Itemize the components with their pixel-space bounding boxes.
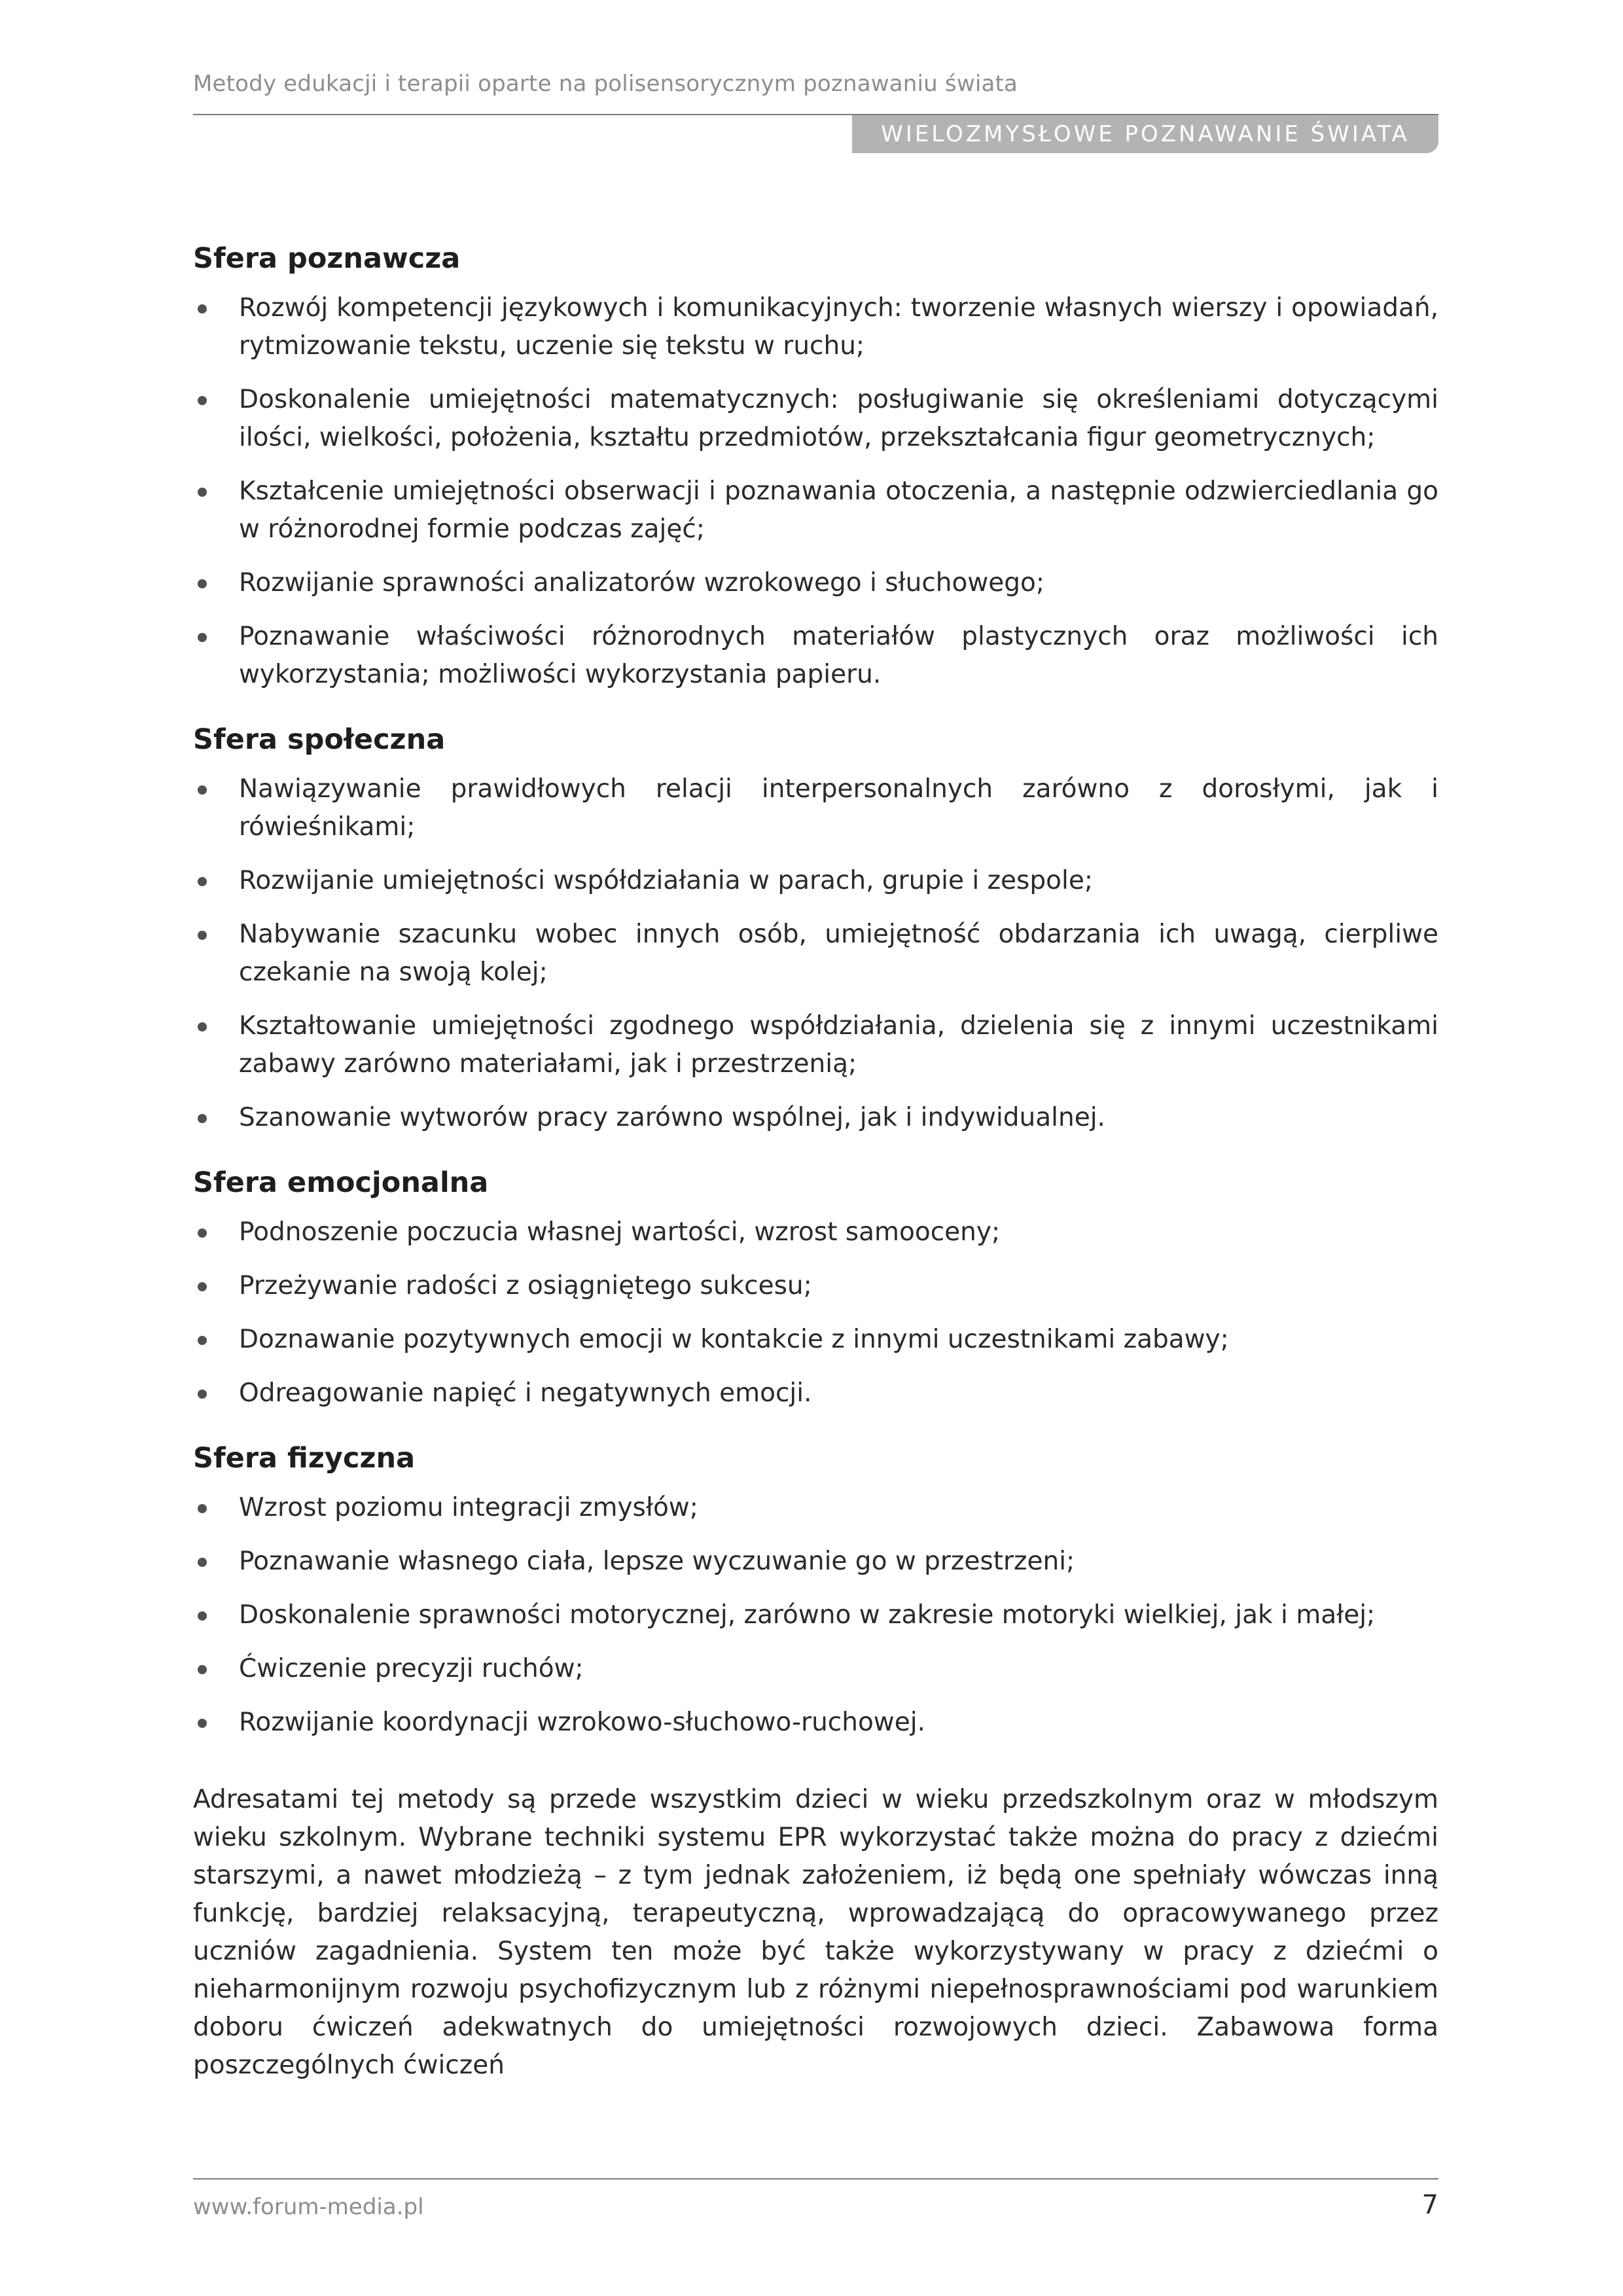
list-item bbox=[193, 862, 1438, 900]
list-item-text: Kształtowanie umiejętności zgodnego współdziałania, dzielenia się z innymi uczestnikami zabawy zarówno materiałami, jak i przestrzenią; bbox=[239, 1011, 1438, 1079]
list-item bbox=[193, 1321, 1438, 1359]
section-cognitive bbox=[193, 242, 1438, 694]
list-item-text: Odreagowanie napięć i negatywnych emocji. bbox=[239, 1378, 812, 1408]
section-heading: Sfera poznawcza bbox=[193, 242, 461, 275]
list-item-text: Doskonalenie sprawności motorycznej, zarówno w zakresie motoryki wielkiej, jak i małej; bbox=[239, 1600, 1376, 1630]
bullet-dot-icon bbox=[198, 1229, 207, 1238]
list-item-text: Podnoszenie poczucia własnej wartości, wzrost samooceny; bbox=[239, 1217, 1001, 1247]
list-item bbox=[193, 1543, 1438, 1581]
list-item bbox=[193, 770, 1438, 846]
list-item-text: Rozwój kompetencji językowych i komunikacyjnych: tworzenie własnych wierszy i opowiadań, rytmizowanie tekstu, uczenie się tekstu w ruchu; bbox=[239, 293, 1438, 361]
list-item bbox=[193, 1213, 1438, 1251]
list-item-text: Rozwijanie koordynacji wzrokowo-słuchowo-ruchowej. bbox=[239, 1708, 925, 1737]
bullet-list bbox=[193, 289, 1438, 694]
list-item-text: Doskonalenie umiejętności matematycznych: posługiwanie się określeniami dotyczącymi ilości, wielkości, położenia, kształtu przedmiotów, przekształcania figur geometrycznych; bbox=[239, 385, 1438, 452]
bullet-dot-icon bbox=[198, 931, 207, 940]
list-item bbox=[193, 1704, 1438, 1742]
list-item-text: Przeżywanie radości z osiągniętego sukcesu; bbox=[239, 1271, 812, 1300]
bullet-dot-icon bbox=[198, 1719, 207, 1728]
bullet-dot-icon bbox=[198, 1504, 207, 1513]
bullet-dot-icon bbox=[198, 488, 207, 497]
closing-paragraph: Adresatami tej metody są przede wszystkim dzieci w wieku przedszkolnym oraz w młodszym wieku szkolnym. Wybrane techniki systemu EPR wykorzystać także można do pracy z dziećmi starszymi, a nawet młodzieżą – z tym jednak założeniem, iż będą one spełniały wówczas inną funkcję, bardziej relaksacyjną, terapeutyczną, wprowadzającą do opracowywanego przez uczniów zagadnienia. System ten może być także wykorzystywany w pracy z dziećmi o nieharmonijnym rozwoju psychofizycznym lub z różnymi niepełnosprawnościami pod warunkiem doboru ćwiczeń adekwatnych do umiejętności rozwojowych dzieci. Zabawowa forma poszczególnych ćwiczeń bbox=[193, 1785, 1438, 2080]
bullet-dot-icon bbox=[198, 1665, 207, 1674]
bullet-dot-icon bbox=[198, 1022, 207, 1031]
section-heading: Sfera emocjonalna bbox=[193, 1166, 489, 1199]
list-item bbox=[193, 1099, 1438, 1137]
list-item-text: Doznawanie pozytywnych emocji w kontakcie z innymi uczestnikami zabawy; bbox=[239, 1325, 1229, 1354]
list-item bbox=[193, 916, 1438, 992]
bullet-dot-icon bbox=[198, 1114, 207, 1123]
bullet-dot-icon bbox=[198, 396, 207, 405]
footer-url: www.forum-media.pl bbox=[193, 2194, 424, 2220]
section-heading: Sfera społeczna bbox=[193, 723, 446, 756]
list-item bbox=[193, 289, 1438, 365]
list-item-text: Nawiązywanie prawidłowych relacji interpersonalnych zarówno z dorosłymi, jak i rówieśnikami; bbox=[239, 774, 1438, 842]
bullet-dot-icon bbox=[198, 633, 207, 642]
section-heading: Sfera fizyczna bbox=[193, 1442, 416, 1475]
list-item-text: Szanowanie wytworów pracy zarówno wspólnej, jak i indywidualnej. bbox=[239, 1103, 1105, 1132]
list-item bbox=[193, 618, 1438, 694]
bullet-dot-icon bbox=[198, 1390, 207, 1399]
list-item bbox=[193, 1489, 1438, 1527]
bullet-dot-icon bbox=[198, 1282, 207, 1291]
bullet-list bbox=[193, 770, 1438, 1137]
list-item bbox=[193, 1650, 1438, 1688]
footer-rule bbox=[193, 2178, 1438, 2179]
list-item bbox=[193, 564, 1438, 602]
bullet-dot-icon bbox=[198, 785, 207, 795]
list-item bbox=[193, 1596, 1438, 1634]
section-physical bbox=[193, 1442, 1438, 1742]
list-item-text: Rozwijanie umiejętności współdziałania w parach, grupie i zespole; bbox=[239, 866, 1093, 895]
list-item-text: Rozwijanie sprawności analizatorów wzrokowego i słuchowego; bbox=[239, 568, 1044, 598]
bullet-dot-icon bbox=[198, 304, 207, 314]
list-item-text: Kształcenie umiejętności obserwacji i poznawania otoczenia, a następnie odzwierciedlania go w różnorodnej formie podczas zajęć; bbox=[239, 476, 1438, 544]
list-item-text: Poznawanie własnego ciała, lepsze wyczuwanie go w przestrzeni; bbox=[239, 1547, 1075, 1576]
bullet-list bbox=[193, 1489, 1438, 1742]
list-item bbox=[193, 473, 1438, 548]
book-title: Metody edukacji i terapii oparte na polisensorycznym poznawaniu świata bbox=[193, 71, 1018, 97]
bullet-dot-icon bbox=[198, 877, 207, 886]
list-item bbox=[193, 381, 1438, 457]
bullet-list bbox=[193, 1213, 1438, 1412]
section-social bbox=[193, 723, 1438, 1137]
list-item bbox=[193, 1374, 1438, 1412]
list-item bbox=[193, 1007, 1438, 1083]
list-item bbox=[193, 1267, 1438, 1305]
page-number: 7 bbox=[1421, 2190, 1438, 2220]
list-item-text: Nabywanie szacunku wobec innych osób, umiejętność obdarzania ich uwagą, cierpliwe czekanie na swoją kolej; bbox=[239, 920, 1438, 987]
list-item-text: Wzrost poziomu integracji zmysłów; bbox=[239, 1493, 698, 1522]
bullet-dot-icon bbox=[198, 1558, 207, 1567]
bullet-dot-icon bbox=[198, 1611, 207, 1621]
section-emotional bbox=[193, 1166, 1438, 1412]
list-item-text: Ćwiczenie precyzji ruchów; bbox=[239, 1654, 584, 1683]
chapter-band: WIELOZMYSŁOWE POZNAWANIE ŚWIATA bbox=[852, 115, 1438, 153]
page-content bbox=[193, 242, 1438, 2085]
list-item-text: Poznawanie właściwości różnorodnych materiałów plastycznych oraz możliwości ich wykorzystania; możliwości wykorzystania papieru. bbox=[239, 622, 1438, 689]
bullet-dot-icon bbox=[198, 1336, 207, 1345]
bullet-dot-icon bbox=[198, 579, 207, 588]
